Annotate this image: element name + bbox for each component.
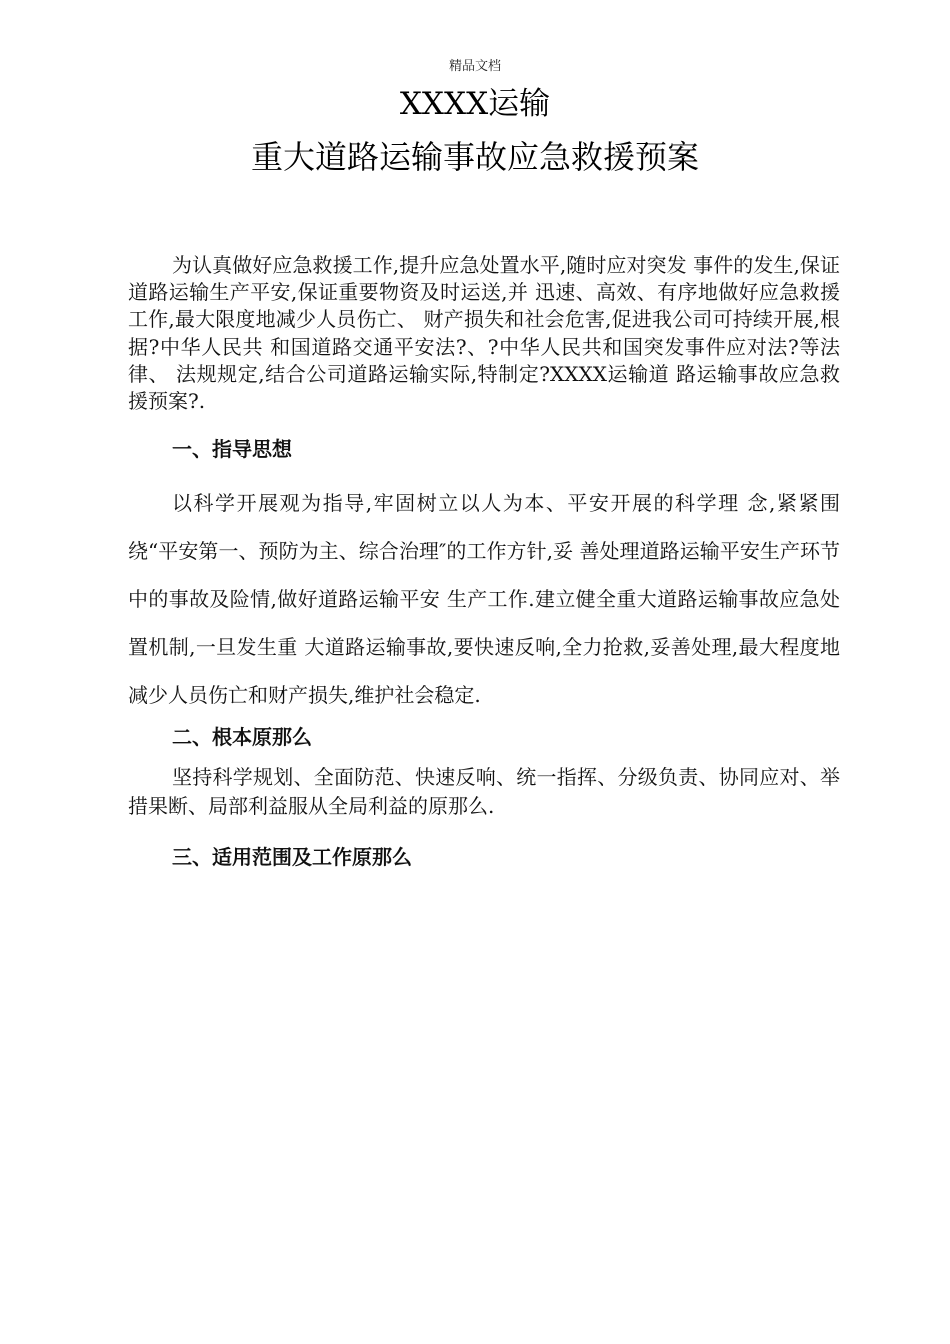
section-heading-basic-principle: 二、根本原那么 [172, 725, 312, 750]
section-body-guiding-thought: 以科学开展观为指导,牢固树立以人为本、平安开展的科学理 念,紧紧围绕“平安第一、预防为主、综合治理″的工作方针,妥 善处理道路运输平安生产环节中的事故及险情,做好道路运输平安 生产工作.建立健全重大道路运输事故应急处置机制,一旦发生重 大道路运输事故,要快速反响,全力抢救,妥善处理,最大程度地 减少人员伤亡和财产损失,维护社会稳定. [128, 491, 840, 708]
document-title-line2: 重大道路运输事故应急救援预案 [250, 138, 699, 176]
document-title-line1: XXXX运输 [399, 86, 551, 122]
intro-paragraph: 为认真做好应急救援工作,提升应急处置水平,随时应对突发 事件的发生,保证道路运输生产平安,保证重要物资及时运送,并 迅速、高效、有序地做好应急救援工作,最大限度地减少人员伤亡、 财产损失和社会危害,促进我公司可持续开展,根据?中华人民共 和国道路交通平安法?、?中华人民共和国突发事件应对法?等法律、 法规规定,结合公司道路运输实际,特制定?XXXX运输道 路运输事故应急救援预案?. [128, 253, 840, 414]
document-body [128, 252, 840, 871]
page-header-label: 精品文档 [448, 59, 501, 74]
section-body-basic-principle: 坚持科学规划、全面防范、快速反响、统一指挥、分级负责、协同应对、举措果断、局部利益服从全局利益的原那么. [128, 765, 840, 819]
section-heading-scope: 三、适用范围及工作原那么 [172, 845, 412, 870]
section-heading-guiding-thought: 一、指导思想 [172, 437, 292, 462]
